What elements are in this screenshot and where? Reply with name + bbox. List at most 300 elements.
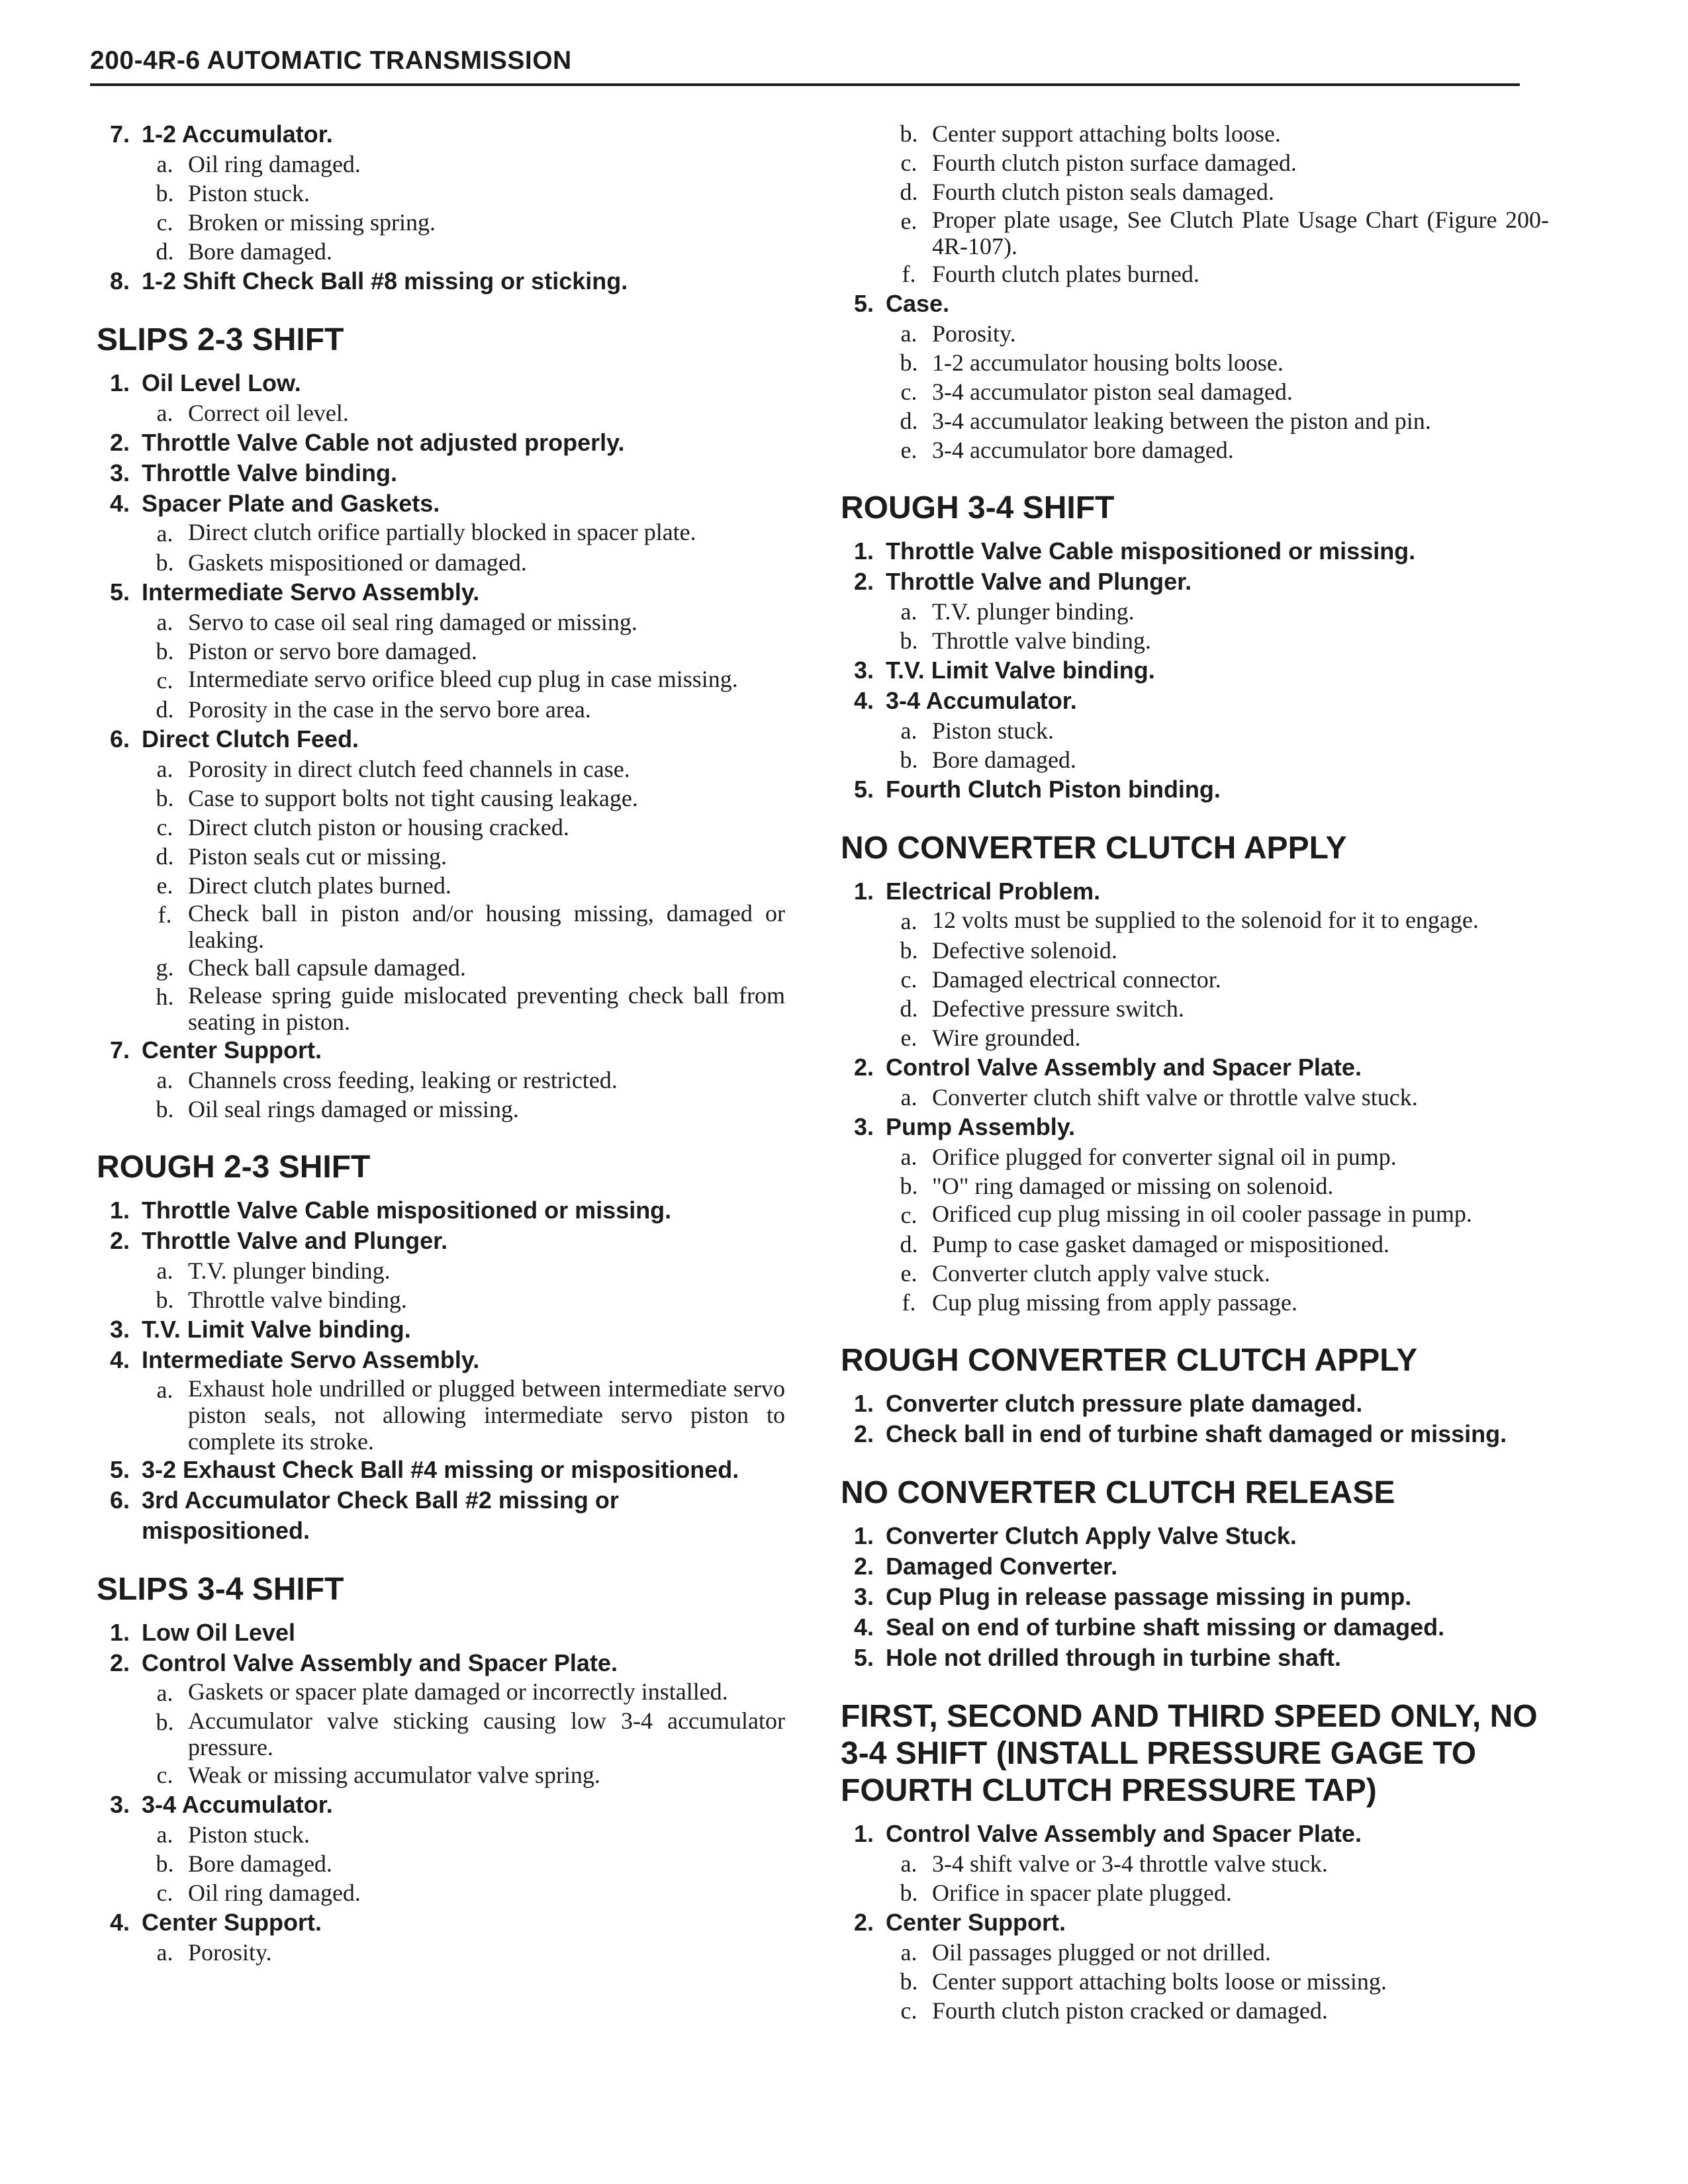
sub-item-text: Accumulator valve sticking causing low 3-4 accumulator pressure.	[188, 1707, 785, 1760]
section-rough-2-3-shift	[90, 1149, 785, 1546]
sub-item	[90, 1285, 785, 1314]
sub-item-text: Porosity in the case in the servo bore area.	[188, 696, 591, 723]
sub-item-text: Defective pressure switch.	[932, 995, 1184, 1022]
list-item	[90, 1314, 785, 1345]
item-text: Throttle Valve and Plunger.	[142, 1227, 448, 1254]
item-heading	[834, 1551, 1549, 1582]
sub-item-text: Piston stuck.	[188, 1821, 310, 1848]
sub-item	[90, 900, 785, 953]
sub-item-letter: b.	[900, 1968, 918, 1995]
sub-item-text: Fourth clutch piston seals damaged.	[932, 179, 1274, 205]
sub-item	[90, 1878, 785, 1907]
item-text: 1-2 Accumulator.	[142, 120, 333, 148]
sub-item-letter: a.	[156, 756, 173, 782]
list-item	[834, 1052, 1549, 1112]
item-text: Throttle Valve and Plunger.	[886, 568, 1192, 595]
section-title: SLIPS 2-3 SHIFT	[97, 322, 344, 357]
list-item	[90, 577, 785, 724]
list-item	[90, 1035, 785, 1124]
item-heading	[90, 577, 785, 608]
item-heading	[834, 567, 1549, 597]
item-number: 4.	[109, 1909, 130, 1936]
item-number: 6.	[109, 725, 130, 752]
section-first-second-and-third-speed-only-no-3-4	[834, 1698, 1549, 2025]
sub-item	[834, 1142, 1549, 1171]
item-number: 2.	[109, 1649, 130, 1676]
section-title: ROUGH 2-3 SHIFT	[97, 1150, 371, 1185]
item-text: 3-2 Exhaust Check Ball #4 missing or mispositioned.	[142, 1456, 739, 1483]
item-text: Cup Plug in release passage missing in pump.	[886, 1583, 1412, 1610]
sub-item	[834, 206, 1549, 259]
sub-item-letter: b.	[156, 180, 174, 206]
sub-item-letter: e.	[900, 1260, 917, 1287]
sub-item-text: Direct clutch orifice partially blocked in spacer plate.	[188, 519, 696, 545]
item-number: 2.	[853, 1909, 874, 1936]
item-heading	[90, 1648, 785, 1678]
item-number: 4.	[853, 687, 874, 714]
list-item	[834, 1819, 1549, 1907]
sub-item-letter: a.	[156, 400, 173, 426]
sub-item-letter: d.	[156, 696, 174, 723]
item-number: 4.	[109, 1346, 130, 1373]
section-rough-3-4-shift	[834, 490, 1549, 805]
item-number: 3.	[853, 657, 874, 684]
sub-item-text: Bore damaged.	[188, 1850, 332, 1877]
sub-item	[90, 179, 785, 208]
sub-item-text: Broken or missing spring.	[188, 209, 436, 236]
sub-item-letter: d.	[900, 1231, 918, 1257]
list-item	[834, 655, 1549, 686]
sub-item-text: 3-4 accumulator piston seal damaged.	[932, 379, 1293, 405]
item-heading	[90, 1790, 785, 1820]
item-heading	[834, 536, 1549, 567]
sub-item	[834, 259, 1549, 289]
sub-item-letter: b.	[156, 1287, 174, 1313]
section-continued	[834, 119, 1549, 465]
item-heading	[90, 119, 785, 150]
section-title: FIRST, SECOND AND THIRD SPEED ONLY, NO 3-4 SHIFT (INSTALL PRESSURE GAGE TO FOURTH CLUTCH PRESSURE TAP)	[841, 1699, 1538, 1808]
sub-item-letter: b.	[900, 1173, 918, 1199]
sub-item	[834, 1849, 1549, 1878]
item-heading	[90, 1907, 785, 1938]
item-text: Case.	[886, 290, 950, 317]
item-text: T.V. Limit Valve binding.	[886, 657, 1155, 684]
item-text: Damaged Converter.	[886, 1553, 1118, 1580]
sub-item	[90, 754, 785, 784]
item-number: 7.	[109, 120, 130, 148]
sub-item-letter: a.	[900, 1939, 917, 1966]
sub-item-text: Center support attaching bolts loose.	[932, 120, 1281, 147]
sub-item-text: Orificed cup plug missing in oil cooler passage in pump.	[932, 1201, 1472, 1227]
sub-item-text: T.V. plunger binding.	[932, 598, 1135, 625]
sub-item-letter: g.	[156, 954, 174, 981]
item-text: Spacer Plate and Gaskets.	[142, 490, 440, 517]
sub-item	[90, 150, 785, 179]
item-heading	[834, 1388, 1549, 1419]
item-text: 3-4 Accumulator.	[886, 687, 1077, 714]
sub-item-letter: a.	[900, 1084, 917, 1111]
item-text: Throttle Valve binding.	[142, 459, 398, 486]
sub-item-letter: a.	[900, 908, 917, 934]
sub-item	[90, 1938, 785, 1967]
item-heading	[834, 289, 1549, 319]
item-heading	[834, 1521, 1549, 1551]
sub-item-text: Piston seals cut or missing.	[188, 843, 447, 870]
list-item	[834, 686, 1549, 774]
sub-item	[834, 1878, 1549, 1907]
sub-item-text: Intermediate servo orifice bleed cup plug in case missing.	[188, 666, 738, 692]
sub-item-text: Oil seal rings damaged or missing.	[188, 1096, 519, 1122]
list-item	[90, 458, 785, 488]
item-heading	[90, 1345, 785, 1375]
item-text: Center Support.	[886, 1909, 1066, 1936]
item-heading	[834, 1612, 1549, 1643]
item-number: 2.	[109, 429, 130, 456]
sub-item-text: Oil passages plugged or not drilled.	[932, 1939, 1271, 1966]
sub-item-letter: d.	[156, 238, 174, 265]
item-number: 2.	[109, 1227, 130, 1254]
item-text: Control Valve Assembly and Spacer Plate.	[886, 1820, 1362, 1847]
sub-item	[90, 842, 785, 871]
item-heading	[834, 1643, 1549, 1673]
sub-item	[90, 982, 785, 1035]
list-item	[834, 1643, 1549, 1673]
list-item	[90, 1907, 785, 1967]
sub-item-letter: a.	[900, 717, 917, 744]
sub-item-letter: a.	[156, 1680, 173, 1706]
list-item	[834, 1612, 1549, 1643]
item-number: 4.	[109, 490, 130, 517]
item-text: Seal on end of turbine shaft missing or damaged.	[886, 1614, 1445, 1641]
sub-item-letter: c.	[900, 1997, 917, 2024]
item-heading	[90, 266, 785, 296]
sub-item-letter: a.	[900, 320, 917, 347]
list-item	[834, 1582, 1549, 1612]
sub-item-text: 1-2 accumulator housing bolts loose.	[932, 349, 1284, 376]
sub-item	[834, 1938, 1549, 1967]
item-heading	[834, 1419, 1549, 1449]
sub-item	[834, 1230, 1549, 1259]
list-item	[90, 1195, 785, 1226]
sub-item-letter: a.	[156, 151, 173, 177]
sub-item-letter: f.	[902, 1289, 916, 1316]
sub-item	[834, 1288, 1549, 1317]
sub-item	[90, 548, 785, 577]
list-item	[90, 1617, 785, 1648]
sub-item-text: Fourth clutch plates burned.	[932, 261, 1199, 287]
list-item	[834, 536, 1549, 567]
sub-item	[90, 871, 785, 900]
sub-item	[834, 994, 1549, 1023]
item-heading	[834, 686, 1549, 716]
sub-item-text: Piston stuck.	[188, 180, 310, 206]
sub-item-letter: b.	[900, 1880, 918, 1906]
sub-item-letter: c.	[156, 814, 173, 841]
sub-item-letter: a.	[156, 1067, 173, 1093]
item-number: 1.	[853, 1820, 874, 1847]
sub-item	[834, 119, 1549, 148]
sub-item-text: Porosity in direct clutch feed channels in case.	[188, 756, 630, 782]
sub-item-text: Defective solenoid.	[932, 937, 1117, 964]
item-number: 3.	[109, 1791, 130, 1818]
sub-item-letter: c.	[900, 966, 917, 993]
sub-item-text: Direct clutch piston or housing cracked.	[188, 814, 569, 841]
item-text: Check ball in end of turbine shaft damaged or missing.	[886, 1420, 1507, 1447]
list-item	[90, 368, 785, 428]
sub-item	[834, 965, 1549, 994]
item-number: 8.	[109, 267, 130, 295]
sub-item-text: Bore damaged.	[188, 238, 332, 265]
item-text: Throttle Valve Cable mispositioned or missing.	[886, 537, 1416, 565]
sub-item	[834, 745, 1549, 774]
sub-item	[90, 637, 785, 666]
item-number: 2.	[853, 1420, 874, 1447]
list-item	[834, 119, 1549, 289]
sub-item-text: Correct oil level.	[188, 400, 349, 426]
sub-item-text: Oil ring damaged.	[188, 151, 361, 177]
sub-item	[834, 377, 1549, 406]
section-title: ROUGH 3-4 SHIFT	[841, 490, 1115, 525]
sub-item-text: Gaskets or spacer plate damaged or incorrectly installed.	[188, 1678, 728, 1705]
sub-item-text: Fourth clutch piston cracked or damaged.	[932, 1997, 1328, 2024]
item-text: Throttle Valve Cable not adjusted properly.	[142, 429, 625, 456]
item-heading	[90, 1314, 785, 1345]
list-item	[90, 428, 785, 458]
section-title: NO CONVERTER CLUTCH APPLY	[841, 831, 1347, 866]
sub-item-text: Piston stuck.	[932, 717, 1055, 744]
item-number: 3.	[853, 1113, 874, 1140]
sub-item-text: Weak or missing accumulator valve spring.	[188, 1762, 600, 1788]
sub-item-letter: c.	[156, 1880, 173, 1906]
item-text: Converter Clutch Apply Valve Stuck.	[886, 1522, 1297, 1549]
list-item	[834, 774, 1549, 805]
sub-item-letter: b.	[156, 1096, 174, 1122]
item-text: Intermediate Servo Assembly.	[142, 1346, 480, 1373]
sub-item-letter: e.	[156, 872, 173, 899]
sub-item-text: Oil ring damaged.	[188, 1880, 361, 1906]
sub-item	[834, 1201, 1549, 1230]
item-heading	[834, 1052, 1549, 1083]
sub-item-letter: f.	[902, 261, 916, 287]
list-item	[90, 119, 785, 266]
sub-item	[90, 1707, 785, 1760]
sub-item-text: Channels cross feeding, leaking or restricted.	[188, 1067, 618, 1093]
sub-item	[90, 784, 785, 813]
sub-item	[834, 1996, 1549, 2025]
list-item	[90, 266, 785, 296]
sub-item-text: Piston or servo bore damaged.	[188, 638, 477, 664]
sub-item-letter: c.	[156, 667, 173, 694]
sub-item-text: Check ball capsule damaged.	[188, 954, 466, 981]
list-item	[90, 488, 785, 577]
item-number: 2.	[853, 1553, 874, 1580]
list-item	[834, 1551, 1549, 1582]
section-title: NO CONVERTER CLUTCH RELEASE	[841, 1475, 1395, 1510]
item-number: 5.	[853, 290, 874, 317]
item-number: 3.	[853, 1583, 874, 1610]
sub-item-letter: a.	[156, 520, 173, 547]
item-text: Center Support.	[142, 1909, 322, 1936]
sub-item-text: Proper plate usage, See Clutch Plate Usage Chart (Figure 200-4R-107).	[932, 206, 1549, 259]
sub-item	[834, 1967, 1549, 1996]
sub-item	[834, 148, 1549, 177]
sub-item	[90, 666, 785, 695]
sub-item	[834, 597, 1549, 626]
list-item	[90, 724, 785, 1035]
sub-item-text: Bore damaged.	[932, 747, 1076, 773]
list-item	[90, 1226, 785, 1314]
list-item	[834, 1907, 1549, 2025]
sub-item	[834, 406, 1549, 435]
sub-item	[90, 1066, 785, 1095]
list-item	[90, 1485, 785, 1546]
sub-item-text: Cup plug missing from apply passage.	[932, 1289, 1297, 1316]
item-heading	[90, 488, 785, 519]
item-heading	[834, 876, 1549, 907]
item-number: 1.	[853, 1390, 874, 1417]
item-heading	[90, 724, 785, 754]
sub-item-letter: d.	[900, 408, 918, 434]
item-text: Center Support.	[142, 1036, 322, 1064]
list-item	[834, 876, 1549, 1052]
sub-item-letter: a.	[900, 1144, 917, 1170]
sub-item-letter: f.	[158, 901, 172, 928]
item-number: 5.	[853, 776, 874, 803]
item-text: Pump Assembly.	[886, 1113, 1076, 1140]
sub-item-text: Throttle valve binding.	[188, 1287, 407, 1313]
item-heading	[834, 1819, 1549, 1849]
sub-item-text: Porosity.	[188, 1939, 272, 1966]
sub-item-letter: b.	[156, 1709, 174, 1735]
item-text: Control Valve Assembly and Spacer Plate.	[142, 1649, 618, 1676]
sub-item-letter: d.	[900, 995, 918, 1022]
sub-item-text: Orifice in spacer plate plugged.	[932, 1880, 1232, 1906]
item-text: Throttle Valve Cable mispositioned or missing.	[142, 1197, 672, 1224]
list-item	[834, 1388, 1549, 1419]
section-no-converter-clutch-apply	[834, 830, 1549, 1317]
sub-item-text: Wire grounded.	[932, 1024, 1081, 1051]
right-column	[834, 119, 1549, 2050]
item-heading	[834, 1907, 1549, 1938]
sub-item-text: Damaged electrical connector.	[932, 966, 1221, 993]
sub-item	[90, 1375, 785, 1455]
item-number: 4.	[853, 1614, 874, 1641]
section-slips-2-3-shift	[90, 322, 785, 1124]
page-header: 200-4R-6 AUTOMATIC TRANSMISSION	[90, 46, 572, 75]
sub-item	[90, 398, 785, 428]
sub-item-text: Pump to case gasket damaged or mispositioned.	[932, 1231, 1389, 1257]
sub-item	[90, 237, 785, 266]
sub-item-text: Center support attaching bolts loose or missing.	[932, 1968, 1387, 1995]
item-text: Electrical Problem.	[886, 878, 1101, 905]
sub-item-text: 3-4 shift valve or 3-4 throttle valve stuck.	[932, 1850, 1328, 1877]
item-heading	[834, 1582, 1549, 1612]
sub-item	[834, 177, 1549, 206]
item-number: 1.	[109, 369, 130, 396]
item-heading	[834, 774, 1549, 805]
item-text: T.V. Limit Valve binding.	[142, 1316, 411, 1343]
item-number: 2.	[853, 1054, 874, 1081]
sub-item	[90, 1095, 785, 1124]
sub-item	[90, 1256, 785, 1285]
item-text: 3rd Accumulator Check Ball #2 missing or mispositioned.	[142, 1486, 619, 1544]
sub-item-letter: a.	[900, 598, 917, 625]
sub-item-letter: e.	[900, 208, 917, 234]
sub-item-text: Fourth clutch piston surface damaged.	[932, 150, 1297, 176]
sub-item-letter: b.	[156, 638, 174, 664]
item-number: 5.	[109, 1456, 130, 1483]
sub-item-text: Case to support bolts not tight causing leakage.	[188, 785, 638, 811]
item-number: 5.	[109, 578, 130, 606]
sub-item-text: Servo to case oil seal ring damaged or missing.	[188, 609, 637, 635]
item-heading	[90, 1035, 785, 1066]
header-rule	[90, 83, 1520, 86]
item-heading	[90, 1226, 785, 1256]
sub-item	[834, 1023, 1549, 1052]
sub-item-letter: a.	[156, 1377, 173, 1403]
item-heading	[90, 1485, 785, 1546]
sub-item-letter: a.	[156, 1821, 173, 1848]
sub-item-letter: b.	[900, 627, 918, 654]
sub-item	[834, 319, 1549, 348]
item-heading	[90, 428, 785, 458]
item-text: Direct Clutch Feed.	[142, 725, 359, 752]
sub-item-letter: c.	[900, 1202, 917, 1228]
sub-item-letter: e.	[900, 1024, 917, 1051]
sub-item	[834, 1259, 1549, 1288]
item-heading	[834, 655, 1549, 686]
sub-item-letter: c.	[156, 1762, 173, 1788]
item-number: 3.	[109, 459, 130, 486]
sub-item-letter: b.	[900, 937, 918, 964]
sub-item	[834, 907, 1549, 936]
sub-item	[90, 695, 785, 724]
sub-item-text: Throttle valve binding.	[932, 627, 1151, 654]
item-heading	[90, 368, 785, 398]
item-number: 1.	[853, 1522, 874, 1549]
sub-item-letter: e.	[900, 437, 917, 463]
sub-item	[90, 1678, 785, 1707]
item-text: Fourth Clutch Piston binding.	[886, 776, 1221, 803]
sub-item	[90, 1849, 785, 1878]
section-continued	[90, 119, 785, 296]
sub-item-text: Converter clutch shift valve or throttle valve stuck.	[932, 1084, 1418, 1111]
item-number: 1.	[853, 878, 874, 905]
section-title: ROUGH CONVERTER CLUTCH APPLY	[841, 1343, 1418, 1378]
item-number: 3.	[109, 1316, 130, 1343]
list-item	[834, 567, 1549, 655]
list-item	[834, 1521, 1549, 1551]
item-text: 1-2 Shift Check Ball #8 missing or sticking.	[142, 267, 628, 295]
sub-item-letter: c.	[900, 379, 917, 405]
sub-item	[90, 953, 785, 982]
item-number: 1.	[109, 1619, 130, 1646]
item-number: 1.	[853, 537, 874, 565]
section-rough-converter-clutch-apply	[834, 1342, 1549, 1449]
sub-item-text: "O" ring damaged or missing on solenoid.	[932, 1173, 1334, 1199]
sub-item-letter: h.	[156, 983, 174, 1010]
item-number: 6.	[109, 1486, 130, 1514]
item-text: 3-4 Accumulator.	[142, 1791, 333, 1818]
list-item	[834, 289, 1549, 465]
sub-item-letter: a.	[156, 1939, 173, 1966]
sub-item-text: Release spring guide mislocated preventing check ball from seating in piston.	[188, 982, 785, 1035]
list-item	[834, 1419, 1549, 1449]
section-title: SLIPS 3-4 SHIFT	[97, 1572, 344, 1607]
sub-item	[834, 716, 1549, 745]
item-number: 5.	[853, 1644, 874, 1671]
sub-item-letter: c.	[900, 150, 917, 176]
